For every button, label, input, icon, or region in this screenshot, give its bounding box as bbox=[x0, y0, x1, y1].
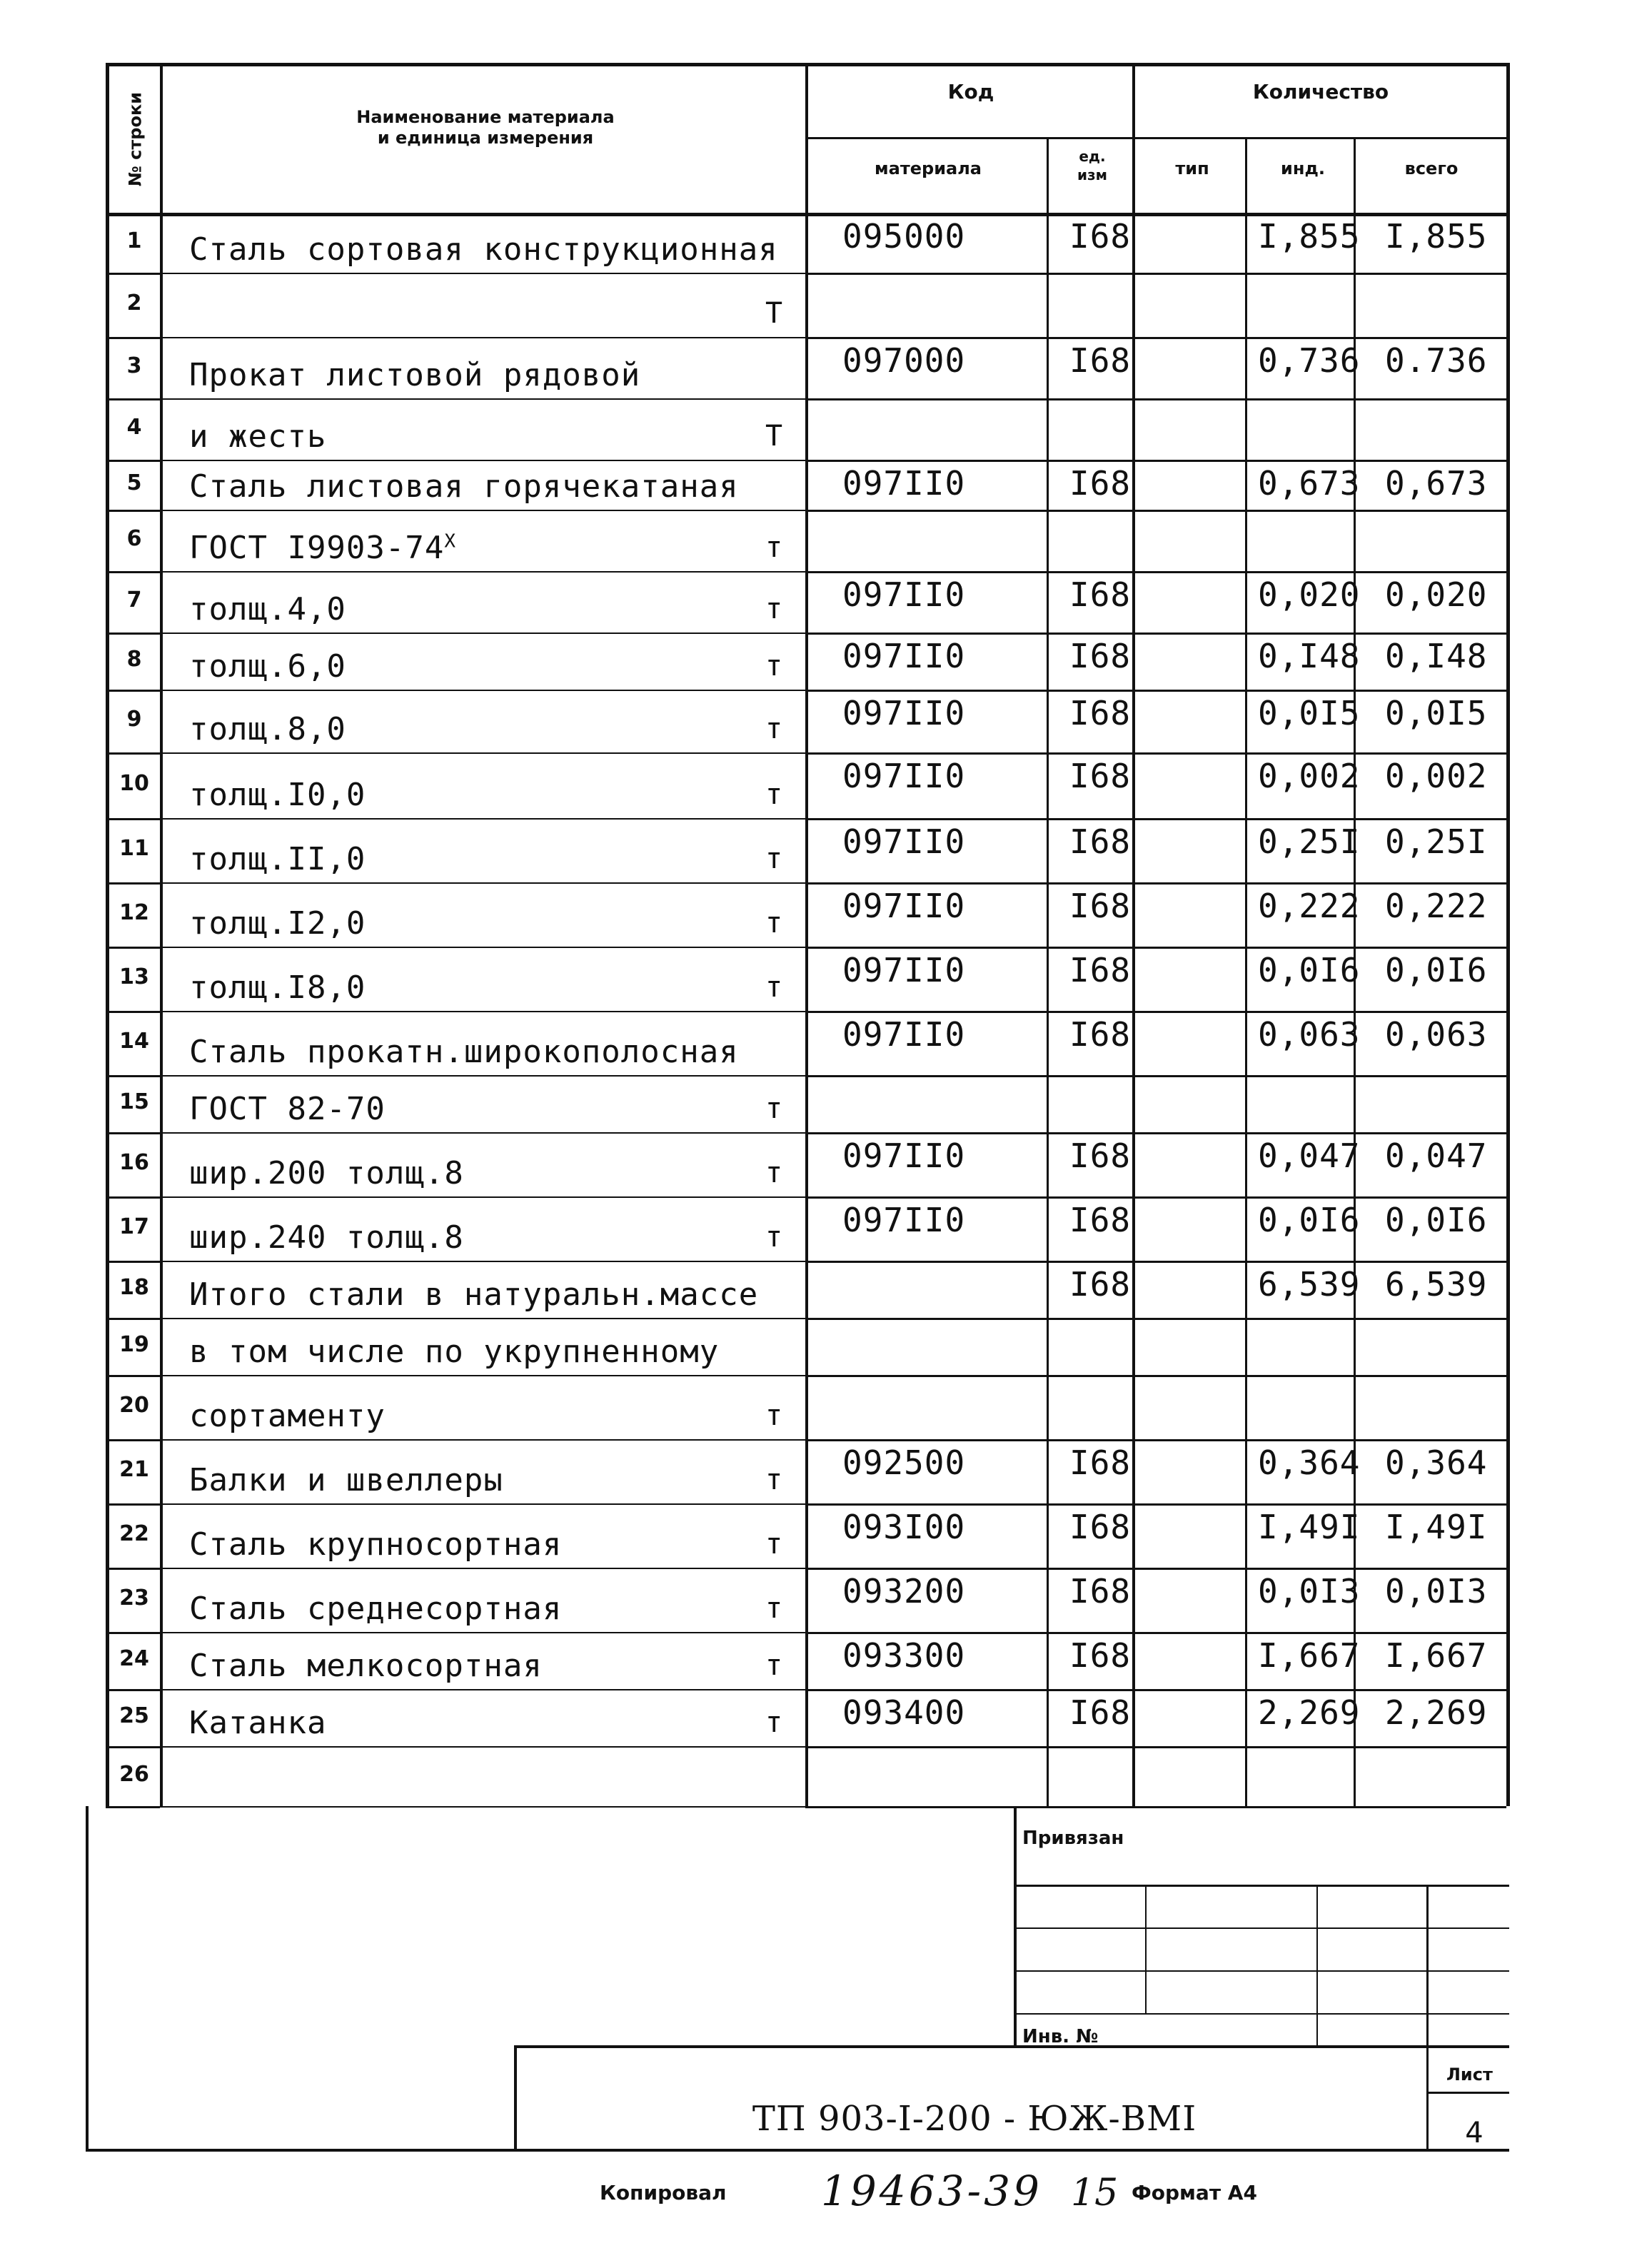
unit-code: I68 bbox=[1069, 1693, 1132, 1732]
privyazan-label: Привязан bbox=[1022, 1828, 1124, 1849]
grid-line bbox=[106, 337, 160, 339]
grid-line bbox=[106, 1503, 160, 1506]
grid-line bbox=[106, 1075, 160, 1077]
grid-line bbox=[1014, 1885, 1509, 1887]
grid-line bbox=[106, 947, 160, 949]
unit-code: I68 bbox=[1069, 1265, 1132, 1304]
material-code: 093300 bbox=[842, 1636, 966, 1675]
material-code: 093I00 bbox=[842, 1508, 966, 1546]
grid-line bbox=[805, 137, 1509, 139]
quantity-individual: 0,020 bbox=[1258, 575, 1361, 614]
copied-by-label: Копировал bbox=[600, 2181, 727, 2204]
row-number: 3 bbox=[126, 353, 142, 378]
grid-line bbox=[106, 571, 160, 573]
unit-code: I68 bbox=[1069, 1136, 1132, 1175]
material-code: 097II0 bbox=[842, 575, 966, 614]
unit-code: I68 bbox=[1069, 1636, 1132, 1675]
unit-of-measure: Т bbox=[765, 297, 783, 330]
unit-of-measure: т bbox=[765, 1399, 783, 1432]
grid-line bbox=[805, 337, 1506, 339]
quantity-individual: 0,047 bbox=[1258, 1136, 1361, 1175]
inventory-number-label: Инв. № bbox=[1022, 2026, 1099, 2047]
unit-code: I68 bbox=[1069, 637, 1132, 675]
material-name: Итого стали в натуральн.массе bbox=[189, 1276, 759, 1313]
unit-code: I68 bbox=[1069, 1443, 1132, 1482]
grid-line bbox=[1014, 2013, 1509, 2015]
material-name: Катанка bbox=[189, 1705, 327, 1741]
grid-line bbox=[805, 882, 1506, 884]
grid-line bbox=[805, 1011, 1506, 1013]
unit-of-measure: Т bbox=[765, 420, 783, 453]
quantity-total: I,855 bbox=[1385, 217, 1488, 256]
grid-line bbox=[86, 2149, 1509, 2152]
material-name: в том числе по укрупненному bbox=[189, 1334, 720, 1370]
row-number: 18 bbox=[119, 1275, 149, 1300]
row-number: 23 bbox=[119, 1586, 149, 1611]
material-name: Сталь крупносортная bbox=[189, 1526, 563, 1563]
quantity-total: 0,673 bbox=[1385, 464, 1488, 503]
quantity-total: 0,0I6 bbox=[1385, 951, 1488, 989]
quantity-individual: 0,0I6 bbox=[1258, 951, 1361, 989]
unit-of-measure: т bbox=[765, 971, 783, 1004]
quantity-total: 0,002 bbox=[1385, 757, 1488, 795]
quantity-total: 0,0I6 bbox=[1385, 1201, 1488, 1239]
quantity-individual: 0,002 bbox=[1258, 757, 1361, 795]
material-code: 097II0 bbox=[842, 694, 966, 732]
material-code: 097II0 bbox=[842, 1136, 966, 1175]
grid-line bbox=[106, 1261, 160, 1263]
row-number: 11 bbox=[119, 836, 149, 861]
grid-line bbox=[805, 818, 1506, 820]
unit-of-measure: т bbox=[765, 1463, 783, 1496]
grid-line bbox=[1245, 137, 1247, 1806]
name-superscript: Х bbox=[444, 530, 457, 553]
quantity-individual: 0,222 bbox=[1258, 887, 1361, 925]
material-code: 097II0 bbox=[842, 637, 966, 675]
material-name: толщ.I8,0 bbox=[189, 969, 366, 1006]
row-number-header bbox=[107, 71, 164, 207]
quantity-individual: I,855 bbox=[1258, 217, 1361, 256]
grid-line bbox=[160, 337, 805, 338]
grid-line bbox=[106, 460, 160, 462]
quantity-individual: 0,364 bbox=[1258, 1443, 1361, 1482]
grid-line bbox=[805, 752, 1506, 755]
material-name: толщ.4,0 bbox=[189, 591, 346, 628]
unit-code: I68 bbox=[1069, 575, 1132, 614]
row-number: 9 bbox=[126, 707, 142, 732]
grid-line bbox=[805, 690, 1506, 692]
material-name: ГОСТ $I9903-74^Х$ bbox=[189, 530, 457, 566]
grid-line bbox=[160, 1375, 805, 1376]
quantity-total: 0.736 bbox=[1385, 341, 1488, 380]
row-number: 20 bbox=[119, 1393, 149, 1418]
row-number: 4 bbox=[126, 415, 142, 440]
row-number: 5 bbox=[126, 470, 142, 495]
material-name: толщ.II,0 bbox=[189, 841, 366, 877]
grid-line bbox=[86, 1806, 89, 2149]
grid-line bbox=[106, 1689, 160, 1691]
grid-line bbox=[160, 882, 805, 884]
grid-line bbox=[160, 752, 805, 754]
qty-ind-header: инд. bbox=[1281, 158, 1325, 178]
grid-line bbox=[805, 1196, 1506, 1199]
unit-of-measure: т bbox=[765, 1092, 783, 1125]
code-material-header: материала bbox=[875, 158, 982, 178]
quantity-individual: 0,I48 bbox=[1258, 637, 1361, 675]
unit-of-measure: т bbox=[765, 1528, 783, 1561]
unit-of-measure: т bbox=[765, 1592, 783, 1625]
grid-line bbox=[1014, 1927, 1509, 1929]
material-code: 097II0 bbox=[842, 757, 966, 795]
material-code: 097II0 bbox=[842, 1201, 966, 1239]
code-unit-header: ед. изм bbox=[1077, 148, 1107, 183]
grid-line bbox=[160, 818, 805, 820]
grid-line bbox=[160, 1011, 805, 1012]
grid-line bbox=[160, 460, 805, 461]
quantity-total: 0,0I5 bbox=[1385, 694, 1488, 732]
material-name: толщ.I0,0 bbox=[189, 777, 366, 813]
grid-line bbox=[106, 1196, 160, 1199]
grid-line bbox=[1014, 1806, 1017, 2045]
material-name: ГОСТ 82-70 bbox=[189, 1091, 386, 1127]
quantity-total: I,49I bbox=[1385, 1508, 1488, 1546]
grid-line bbox=[160, 690, 805, 691]
unit-code: I68 bbox=[1069, 1508, 1132, 1546]
quantity-total: 0,I48 bbox=[1385, 637, 1488, 675]
grid-line bbox=[805, 1568, 1506, 1570]
grid-line bbox=[160, 510, 805, 511]
grid-line bbox=[106, 1568, 160, 1570]
quantity-total: 0,364 bbox=[1385, 1443, 1488, 1482]
unit-code: I68 bbox=[1069, 822, 1132, 861]
grid-line bbox=[106, 1746, 160, 1748]
grid-line bbox=[805, 273, 1506, 275]
quantity-total: 2,269 bbox=[1385, 1693, 1488, 1732]
material-name: толщ.I2,0 bbox=[189, 905, 366, 942]
grid-line bbox=[106, 1011, 160, 1013]
grid-line bbox=[1047, 137, 1049, 1806]
grid-line bbox=[160, 632, 805, 634]
quantity-individual: 0,063 bbox=[1258, 1015, 1361, 1054]
quantity-individual: I,667 bbox=[1258, 1636, 1361, 1675]
material-code: 097II0 bbox=[842, 887, 966, 925]
quantity-individual: 0,736 bbox=[1258, 341, 1361, 380]
row-number: 2 bbox=[126, 291, 142, 316]
row-number: 24 bbox=[119, 1646, 149, 1671]
grid-line bbox=[106, 1318, 160, 1320]
material-name-header bbox=[164, 107, 807, 148]
quantity-individual: I,49I bbox=[1258, 1508, 1361, 1546]
grid-line bbox=[160, 1075, 805, 1077]
sheet-number: 4 bbox=[1465, 2117, 1484, 2149]
grid-line bbox=[160, 1806, 805, 1808]
row-number: 22 bbox=[119, 1521, 149, 1546]
grid-line bbox=[805, 1689, 1506, 1691]
grid-line bbox=[805, 1806, 1506, 1808]
unit-code: I68 bbox=[1069, 887, 1132, 925]
material-name: Сталь прокатн.широкополосная bbox=[189, 1034, 739, 1070]
grid-line bbox=[106, 690, 160, 692]
material-name: Сталь мелкосортная bbox=[189, 1648, 543, 1684]
row-number: 17 bbox=[119, 1214, 149, 1239]
material-name: Сталь сортовая конструкционная bbox=[189, 231, 778, 268]
material-name: сортаменту bbox=[189, 1398, 386, 1434]
row-number: 15 bbox=[119, 1089, 149, 1114]
grid-line bbox=[106, 1132, 160, 1134]
grid-line bbox=[160, 947, 805, 948]
format-label: Формат А4 bbox=[1132, 2181, 1257, 2204]
material-code: 097II0 bbox=[842, 822, 966, 861]
grid-line bbox=[1132, 63, 1135, 1806]
grid-line bbox=[106, 1375, 160, 1377]
grid-line bbox=[805, 1746, 1506, 1748]
grid-line bbox=[805, 63, 808, 1806]
quantity-individual: 0,673 bbox=[1258, 464, 1361, 503]
grid-line bbox=[106, 1806, 160, 1808]
quantity-individual: 6,539 bbox=[1258, 1265, 1361, 1304]
qty-total-header: всего bbox=[1404, 158, 1459, 178]
material-code: 097II0 bbox=[842, 1015, 966, 1054]
unit-code: I68 bbox=[1069, 1201, 1132, 1239]
unit-of-measure: т bbox=[765, 1706, 783, 1739]
material-code: 095000 bbox=[842, 217, 966, 256]
grid-line bbox=[805, 632, 1506, 635]
unit-of-measure: т bbox=[765, 650, 783, 682]
quantity-total: 0,020 bbox=[1385, 575, 1488, 614]
grid-line bbox=[160, 1261, 805, 1262]
material-name: Прокат листовой рядовой bbox=[189, 357, 641, 393]
material-name: шир.200 толщ.8 bbox=[189, 1155, 464, 1191]
material-code: 097II0 bbox=[842, 464, 966, 503]
grid-line bbox=[160, 1632, 805, 1633]
grid-line bbox=[160, 1503, 805, 1505]
quantity-individual: 0,0I5 bbox=[1258, 694, 1361, 732]
grid-line bbox=[106, 510, 160, 512]
grid-line bbox=[805, 398, 1506, 400]
unit-code: I68 bbox=[1069, 464, 1132, 503]
quantity-individual: 0,0I6 bbox=[1258, 1201, 1361, 1239]
unit-of-measure: т bbox=[765, 531, 783, 564]
row-number: 7 bbox=[126, 588, 142, 613]
unit-code: I68 bbox=[1069, 951, 1132, 989]
grid-line bbox=[106, 818, 160, 820]
unit-code: I68 bbox=[1069, 694, 1132, 732]
material-name: толщ.8,0 bbox=[189, 711, 346, 747]
document-code: ТП 903-I-200 - ЮЖ-ВМI bbox=[752, 2099, 1197, 2139]
grid-line bbox=[106, 273, 160, 275]
quantity-individual: 0,25I bbox=[1258, 822, 1361, 861]
material-name: и жесть bbox=[189, 418, 327, 455]
quantity-total: I,667 bbox=[1385, 1636, 1488, 1675]
row-number: 1 bbox=[126, 228, 142, 253]
row-number: 8 bbox=[126, 647, 142, 672]
row-number: 10 bbox=[119, 771, 149, 796]
row-number: 19 bbox=[119, 1332, 149, 1357]
handwritten-copy-count: 15 bbox=[1071, 2172, 1119, 2214]
handwritten-order-number: 19463-39 bbox=[821, 2167, 1042, 2215]
grid-line bbox=[106, 752, 160, 755]
row-number: 14 bbox=[119, 1029, 149, 1054]
grid-line bbox=[160, 1439, 805, 1441]
row-number: 12 bbox=[119, 900, 149, 925]
material-name: толщ.6,0 bbox=[189, 648, 346, 685]
material-code: 097II0 bbox=[842, 951, 966, 989]
unit-code: I68 bbox=[1069, 1572, 1132, 1611]
sheet-label: Лист bbox=[1446, 2065, 1493, 2085]
grid-line bbox=[106, 398, 160, 400]
unit-of-measure: т bbox=[765, 593, 783, 625]
unit-code: I68 bbox=[1069, 341, 1132, 380]
grid-line bbox=[1426, 2092, 1509, 2094]
grid-line bbox=[805, 510, 1506, 512]
row-number: 26 bbox=[119, 1762, 149, 1787]
grid-line bbox=[1506, 63, 1510, 1806]
grid-line bbox=[805, 571, 1506, 573]
quantity-individual: 2,269 bbox=[1258, 1693, 1361, 1732]
unit-of-measure: т bbox=[765, 778, 783, 811]
grid-line bbox=[1014, 1970, 1509, 1972]
unit-code: I68 bbox=[1069, 1015, 1132, 1054]
quantity-total: 0,047 bbox=[1385, 1136, 1488, 1175]
grid-line bbox=[160, 398, 805, 400]
unit-of-measure: т bbox=[765, 907, 783, 939]
material-name-header-line2: и единица измерения bbox=[377, 127, 594, 148]
material-name: Сталь среднесортная bbox=[189, 1591, 563, 1627]
material-name: шир.240 толщ.8 bbox=[189, 1219, 464, 1256]
material-code: 092500 bbox=[842, 1443, 966, 1482]
grid-line bbox=[805, 1318, 1506, 1320]
grid-line bbox=[160, 1318, 805, 1319]
unit-of-measure: т bbox=[765, 1221, 783, 1254]
quantity-total: 6,539 bbox=[1385, 1265, 1488, 1304]
grid-line bbox=[106, 1632, 160, 1634]
quantity-total: 0,25I bbox=[1385, 822, 1488, 861]
grid-line bbox=[160, 571, 805, 573]
row-number-header-text: № строки bbox=[125, 91, 146, 187]
row-number: 21 bbox=[119, 1457, 149, 1482]
grid-line bbox=[805, 947, 1506, 949]
row-number: 25 bbox=[119, 1703, 149, 1728]
grid-line bbox=[805, 1075, 1506, 1077]
unit-of-measure: т bbox=[765, 1649, 783, 1682]
material-code: 093200 bbox=[842, 1572, 966, 1611]
quantity-group-header: Количество bbox=[1252, 80, 1389, 104]
unit-code: I68 bbox=[1069, 757, 1132, 795]
material-code: 093400 bbox=[842, 1693, 966, 1732]
grid-line bbox=[805, 460, 1506, 462]
quantity-total: 0,222 bbox=[1385, 887, 1488, 925]
grid-line bbox=[514, 2045, 1509, 2048]
unit-of-measure: т bbox=[765, 1156, 783, 1189]
material-name: Балки и швеллеры bbox=[189, 1462, 503, 1498]
grid-line bbox=[160, 1746, 805, 1748]
quantity-total: 0,063 bbox=[1385, 1015, 1488, 1054]
row-number: 13 bbox=[119, 964, 149, 989]
row-number: 6 bbox=[126, 526, 142, 551]
grid-line bbox=[160, 1196, 805, 1198]
grid-line bbox=[160, 1568, 805, 1569]
grid-line bbox=[805, 1375, 1506, 1377]
grid-line bbox=[805, 1439, 1506, 1441]
grid-line bbox=[805, 1632, 1506, 1634]
grid-line bbox=[805, 1503, 1506, 1506]
grid-line bbox=[1316, 1885, 1318, 2045]
grid-line bbox=[1145, 1885, 1147, 2013]
grid-line bbox=[106, 1439, 160, 1441]
grid-line bbox=[160, 273, 805, 274]
material-name-header-line1: Наименование материала bbox=[356, 107, 615, 127]
quantity-individual: 0,0I3 bbox=[1258, 1572, 1361, 1611]
quantity-total: 0,0I3 bbox=[1385, 1572, 1488, 1611]
grid-line bbox=[106, 882, 160, 884]
code-group-header: Код bbox=[947, 80, 994, 104]
unit-of-measure: т bbox=[765, 842, 783, 875]
grid-line bbox=[160, 1132, 805, 1134]
grid-line bbox=[106, 632, 160, 635]
material-name: Сталь листовая горячекатаная bbox=[189, 468, 739, 505]
unit-code: I68 bbox=[1069, 217, 1132, 256]
grid-line bbox=[160, 1689, 805, 1690]
grid-line bbox=[805, 1261, 1506, 1263]
qty-typ-header: тип bbox=[1175, 158, 1209, 178]
material-code: 097000 bbox=[842, 341, 966, 380]
unit-of-measure: т bbox=[765, 712, 783, 745]
row-number: 16 bbox=[119, 1150, 149, 1175]
grid-line bbox=[805, 1132, 1506, 1134]
